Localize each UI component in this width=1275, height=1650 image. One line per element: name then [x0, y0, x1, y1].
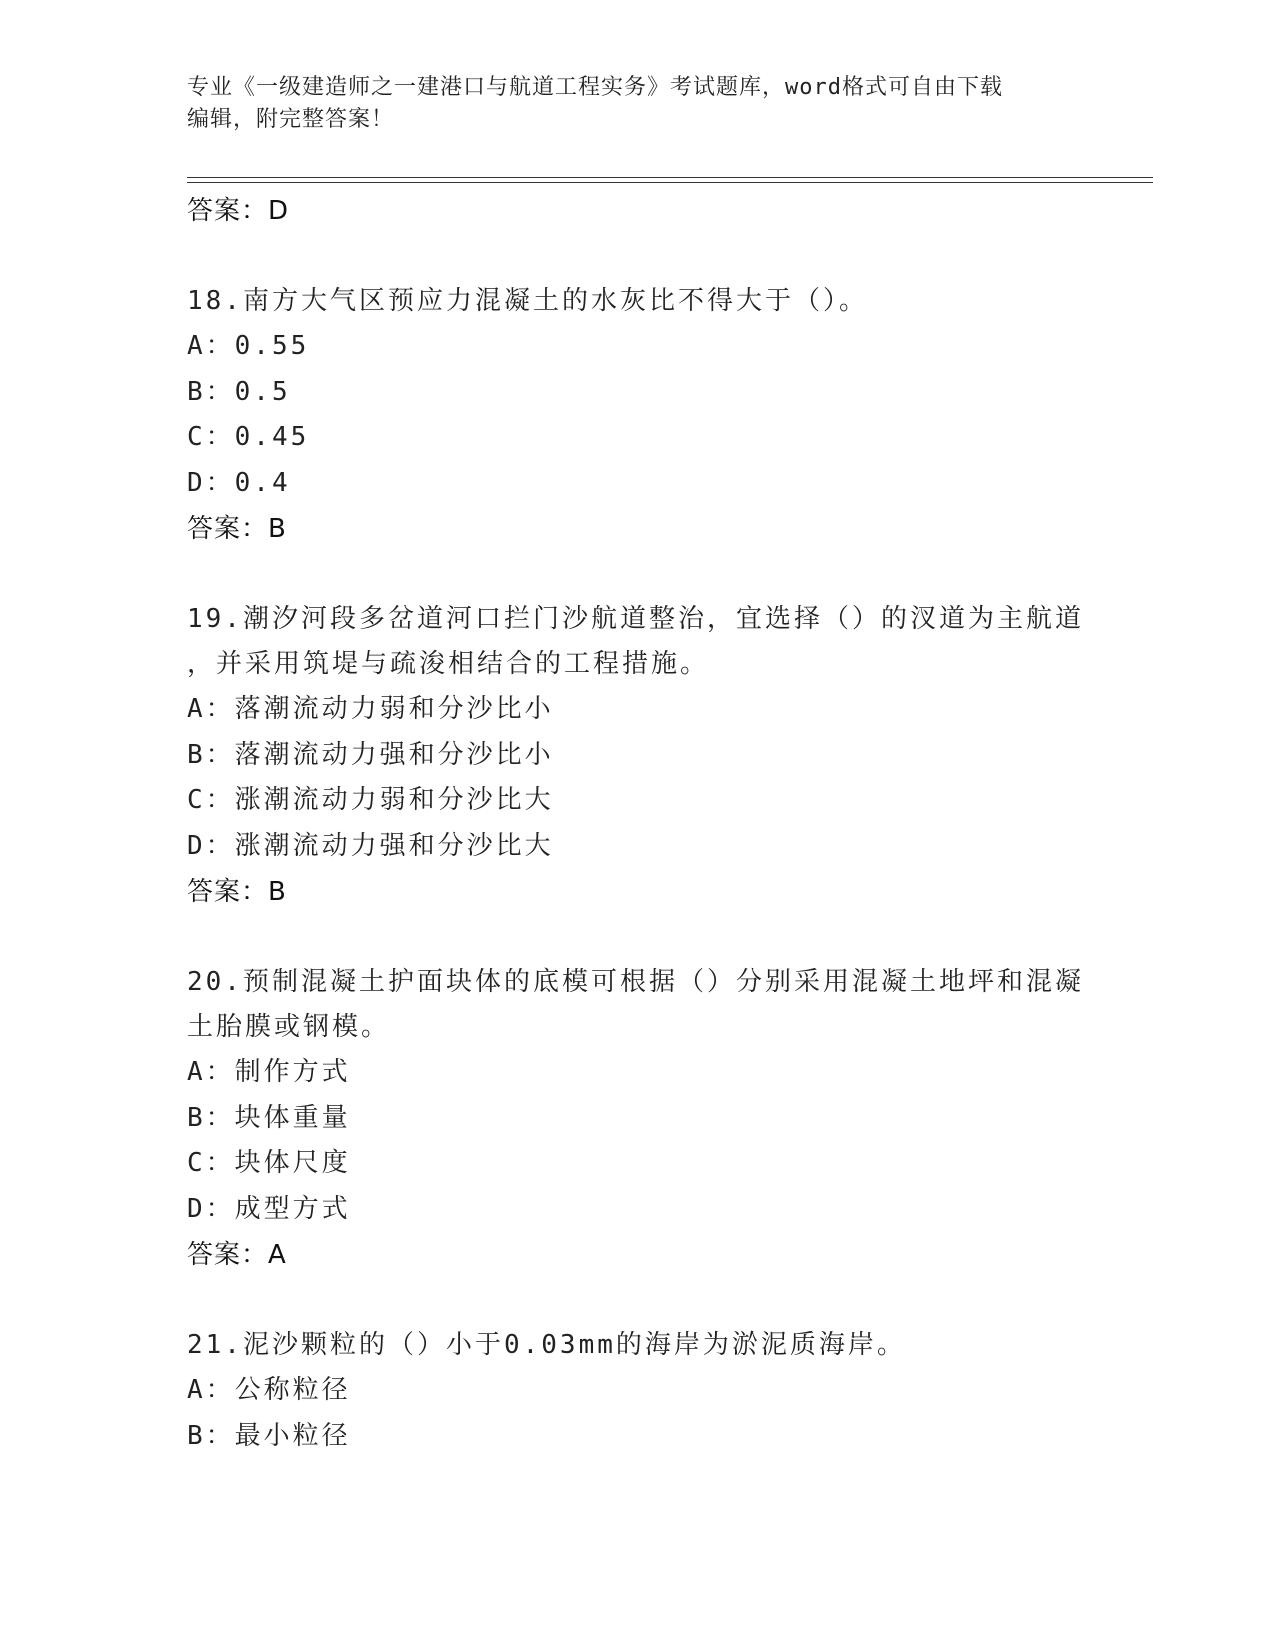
header-line-1: 专业《一级建造师之一建港口与航道工程实务》考试题库，word格式可自由下载 — [187, 75, 1003, 100]
option-c: C：涨潮流动力弱和分沙比大 — [187, 785, 554, 815]
question-text: 20.预制混凝土护面块体的底模可根据（）分别采用混凝土地坪和混凝 — [187, 967, 1084, 997]
option-a: A：制作方式 — [187, 1057, 351, 1087]
question-block — [187, 279, 1087, 552]
option-c: C：块体尺度 — [187, 1148, 351, 1178]
answer-line — [187, 1232, 1087, 1278]
question-text: 19.潮汐河段多岔道河口拦门沙航道整治，宜选择（）的汊道为主航道 — [187, 604, 1084, 634]
answer-label: 答案： — [187, 877, 269, 907]
spacer — [187, 915, 1087, 960]
option-a: A：0.55 — [187, 331, 310, 361]
question-block — [187, 960, 1087, 1278]
header-line-2: 编辑，附完整答案！ — [187, 107, 395, 132]
spacer — [187, 234, 1087, 279]
question-list — [187, 188, 1087, 1459]
option-b: B：块体重量 — [187, 1102, 351, 1133]
question-text: 18.南方大气区预应力混凝土的水灰比不得大于（）。 — [187, 286, 868, 316]
question-text: 21.泥沙颗粒的（）小于0.03mm的海岸为淤泥质海岸。 — [187, 1330, 906, 1360]
option-d: D：0.4 — [187, 467, 291, 498]
option-d: D：成型方式 — [187, 1193, 351, 1224]
option-b: B：最小粒径 — [187, 1420, 351, 1451]
answer-value: B — [268, 877, 287, 907]
option-d: D：涨潮流动力强和分沙比大 — [187, 830, 554, 861]
answer-value: B — [268, 514, 287, 544]
option-c: C：0.45 — [187, 422, 310, 452]
answer-value: A — [268, 1240, 287, 1270]
option-b: B：落潮流动力强和分沙比小 — [187, 739, 554, 770]
header-divider-bottom — [187, 182, 1153, 183]
spacer — [187, 1278, 1087, 1323]
header-divider-top — [187, 177, 1153, 178]
spacer — [187, 552, 1087, 597]
answer-label: 答案： — [187, 514, 269, 544]
question-text-continued: 土胎膜或钢模。 — [187, 1012, 391, 1042]
question-text-continued: ，并采用筑堤与疏浚相结合的工程措施。 — [187, 649, 710, 679]
option-a: A：公称粒径 — [187, 1375, 351, 1405]
answer-label: 答案： — [187, 196, 269, 226]
answer-line — [187, 869, 1087, 915]
question-block — [187, 1323, 1087, 1459]
answer-line — [187, 188, 1087, 234]
document-header — [187, 72, 1067, 136]
answer-value: D — [268, 196, 290, 226]
answer-line — [187, 506, 1087, 552]
question-block — [187, 597, 1087, 915]
answer-label: 答案： — [187, 1240, 269, 1270]
option-a: A：落潮流动力弱和分沙比小 — [187, 694, 554, 724]
option-b: B：0.5 — [187, 376, 291, 407]
